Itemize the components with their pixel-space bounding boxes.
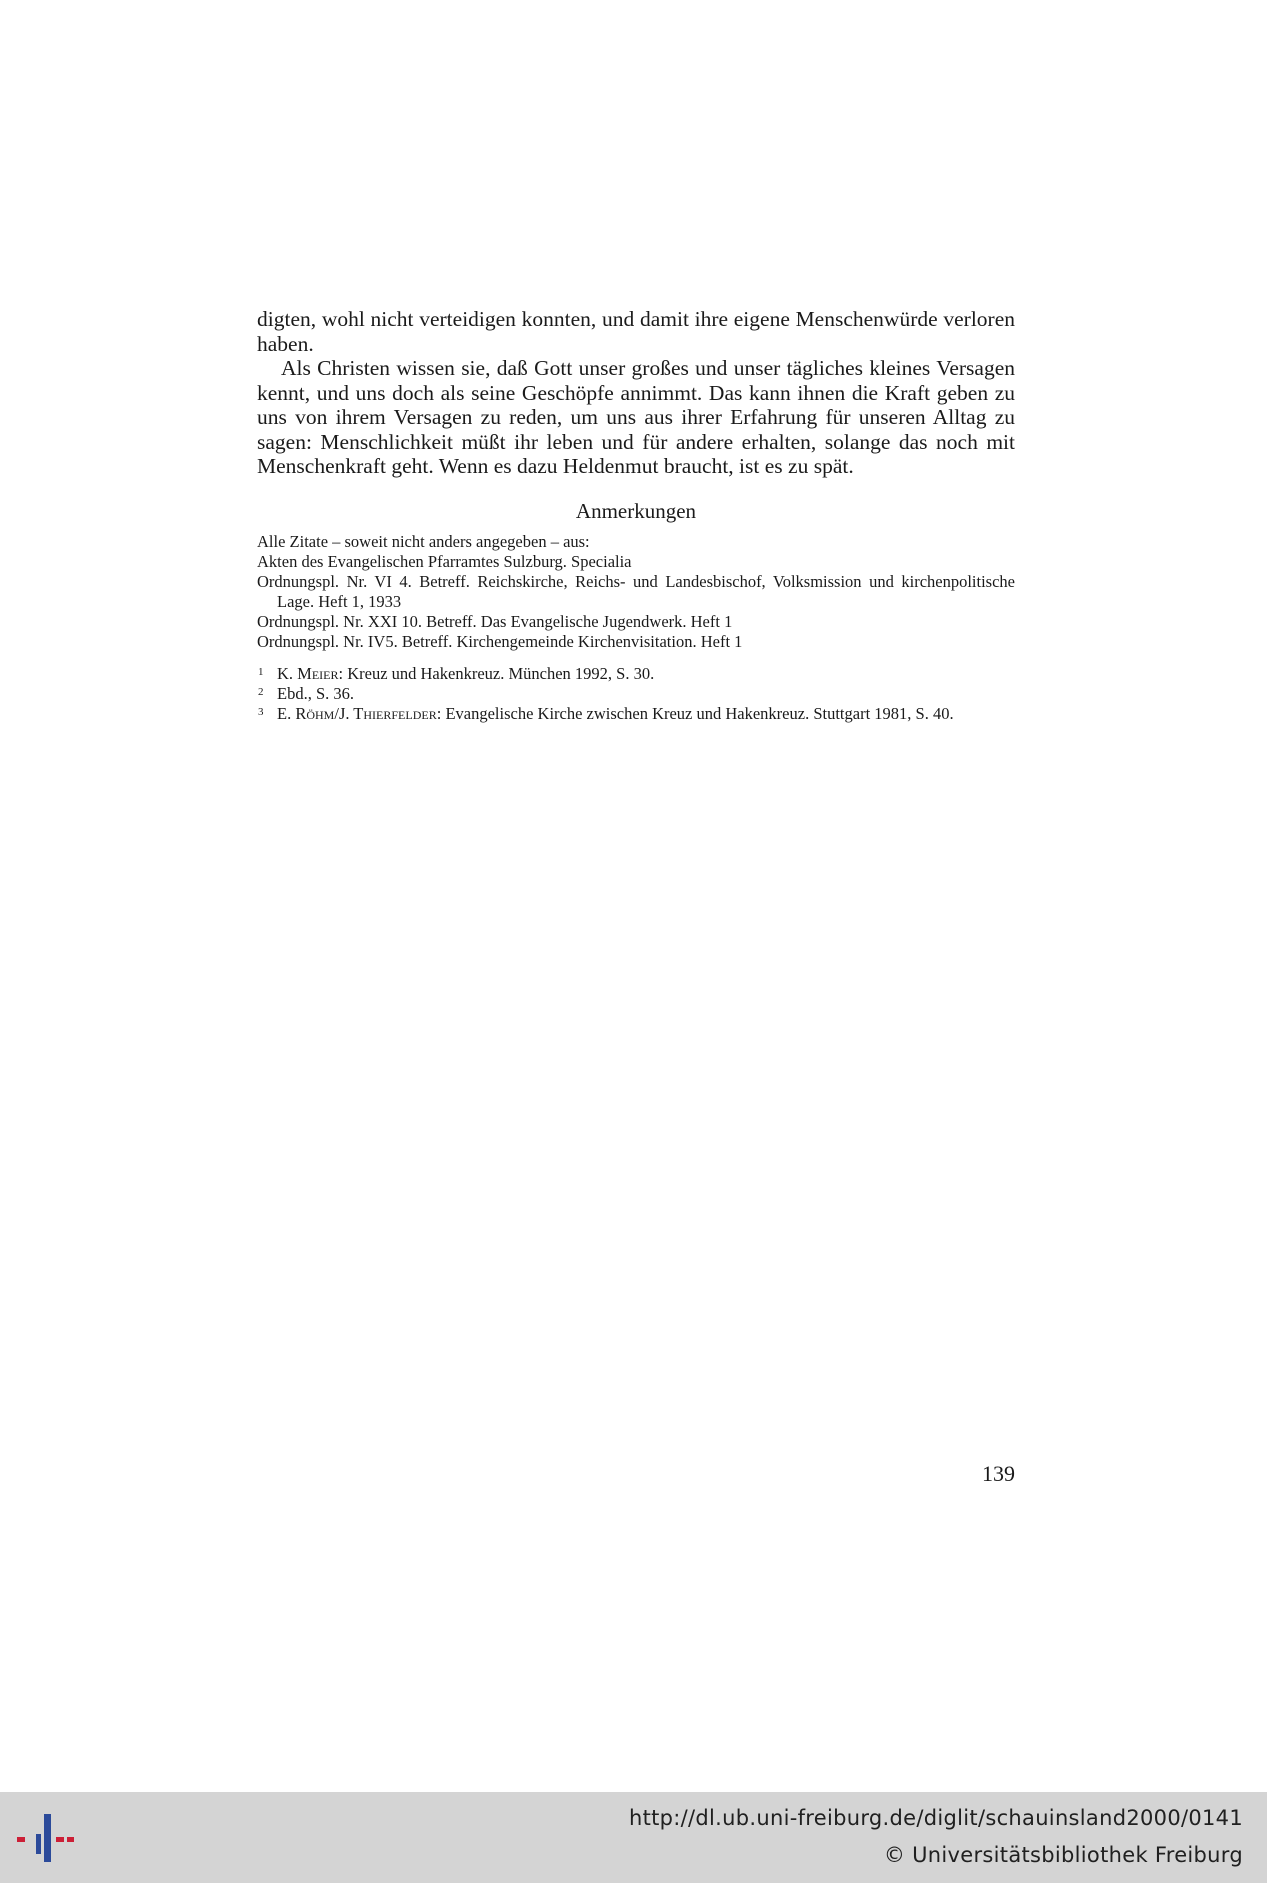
ub-freiburg-logo-icon: [14, 1804, 80, 1870]
logo-blue-bar-tall: [44, 1814, 51, 1862]
footnote: [257, 684, 1015, 704]
footnote-text: [277, 704, 1015, 724]
logo-red-bar-left: [17, 1837, 25, 1842]
footnote-citation: : Evangelische Kirche zwischen Kreuz und Hakenkreuz. Stuttgart 1981, S. 40.: [436, 704, 954, 723]
footnote-number: 1: [258, 666, 264, 678]
source-line: Ordnungspl. Nr. XXI 10. Betreff. Das Evangelische Jugendwerk. Heft 1: [257, 612, 733, 631]
footnote-separator: /: [334, 704, 339, 723]
footnote-text: [277, 664, 1015, 684]
sources-list: [257, 532, 1015, 652]
footnote-citation: : Kreuz und Hakenkreuz. München 1992, S. 30.: [338, 664, 655, 683]
paragraph-2: Als Christen wissen sie, daß Gott unser großes und unser tägliches kleines Versagen kennt, und uns doch als seine Geschöpfe annimmt. Das kann ihnen die Kraft geben zu uns von ihrem Versagen zu reden, um uns aus ihrer Erfahrung für unseren Alltag zu sagen: Menschlichkeit müßt ihr leben und für andere erhalten, solange das noch mit Menschenkraft geht. Wenn es dazu Heldenmut braucht, ist es zu spät.: [257, 356, 1015, 478]
footer-bar: [0, 1792, 1267, 1883]
logo-blue-bar-short: [36, 1834, 41, 1854]
body-text: [257, 307, 1015, 479]
paragraph-1: digten, wohl nicht verteidigen konnten, und damit ihre eigene Menschenwürde verloren haben.: [257, 307, 1015, 356]
footnote-text: Ebd., S. 36.: [277, 684, 355, 703]
footnote-number: 2: [258, 686, 264, 698]
footer-url-link[interactable]: http://dl.ub.uni-freiburg.de/diglit/schauinsland2000/0141: [628, 1806, 1243, 1830]
footnote-author: J. Thierfelder: [338, 704, 437, 723]
logo-red-bar-right-end: [67, 1837, 74, 1842]
footnote-author: E. Röhm: [277, 704, 335, 723]
footnote-author: K. Meier: [277, 664, 339, 683]
footer-copyright: © Universitätsbibliothek Freiburg: [883, 1843, 1243, 1867]
page-number: 139: [982, 1461, 1015, 1486]
footnotes-list: [257, 664, 1015, 724]
footnote-number: 3: [258, 706, 264, 718]
logo-red-bar-right: [56, 1837, 64, 1842]
source-line: Ordnungspl. Nr. IV5. Betreff. Kirchengemeinde Kirchenvisitation. Heft 1: [257, 632, 743, 651]
source-line: Akten des Evangelischen Pfarramtes Sulzburg. Specialia: [257, 552, 632, 571]
source-line: Alle Zitate – soweit nicht anders angegeben – aus:: [257, 532, 590, 551]
footnote: [257, 704, 1015, 724]
source-line: Ordnungspl. Nr. VI 4. Betreff. Reichskirche, Reichs- und Landesbischof, Volksmission und kirchenpolitische Lage. Heft 1, 1933: [257, 572, 1015, 611]
notes-heading: Anmerkungen: [575, 499, 697, 523]
footnote: [257, 664, 1015, 684]
